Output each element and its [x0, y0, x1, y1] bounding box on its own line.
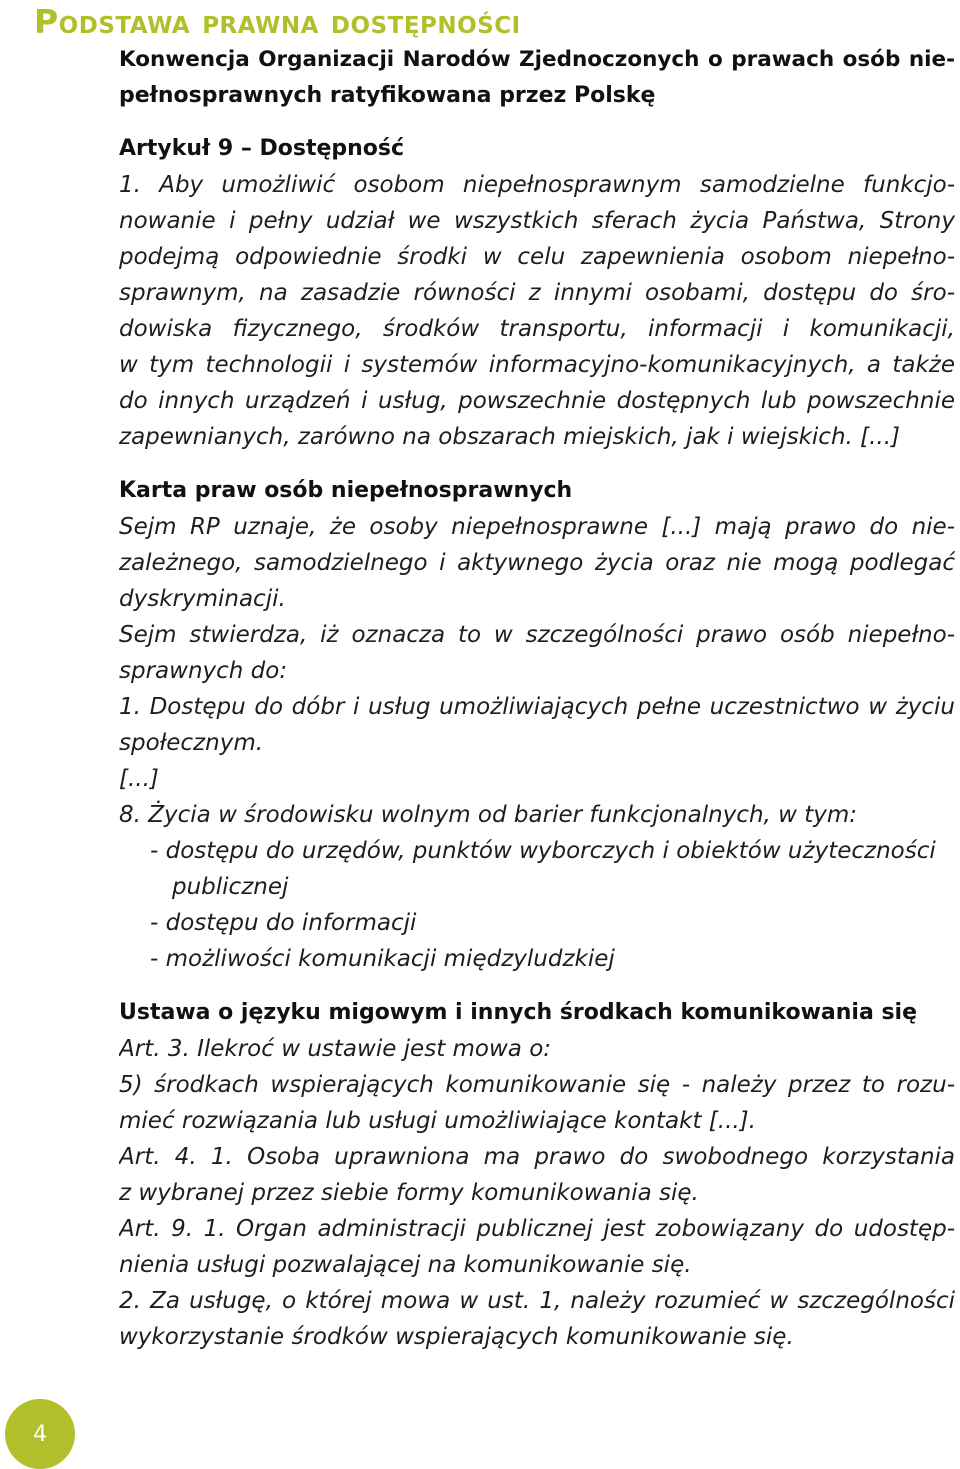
article-9-line-2: nowanie i pełny udział we wszystkich sferach życia Państwa, Strony	[119, 208, 955, 234]
sign-language-act-heading: Ustawa o języku migowym i innych środkach komunikowania się	[119, 1000, 918, 1025]
article-9-heading: Artykuł 9 – Dostępność	[119, 136, 405, 161]
page-title: Podstawa prawna dostępności	[34, 2, 521, 41]
act-line-9: wykorzystanie środków wspierających komunikowanie się.	[119, 1324, 794, 1350]
act-line-7: nienia usługi pozwalającej na komunikowanie się.	[119, 1252, 692, 1278]
charter-line-4: Sejm stwierdza, iż oznacza to w szczególności prawo osób niepełno-	[119, 622, 955, 648]
article-9-line-3: podejmą odpowiednie środki w celu zapewnienia osobom niepełno-	[119, 244, 955, 270]
convention-heading-line-2: pełnosprawnych ratyfikowana przez Polskę	[119, 83, 656, 108]
charter-line-9: 8. Życia w środowisku wolnym od barier funkcjonalnych, w tym:	[119, 802, 858, 828]
charter-line-1: Sejm RP uznaje, że osoby niepełnosprawne [...] mają prawo do nie-	[119, 514, 955, 540]
charter-line-7: społecznym.	[119, 730, 264, 756]
charter-line-3: dyskryminacji.	[119, 586, 286, 612]
charter-bullet-1-cont: publicznej	[172, 874, 289, 900]
article-9-line-7: do innych urządzeń i usług, powszechnie dostępnych lub powszechnie	[119, 388, 955, 414]
charter-line-6: 1. Dostępu do dóbr i usług umożliwiających pełne uczestnictwo w życiu	[119, 694, 955, 720]
act-line-4: Art. 4. 1. Osoba uprawniona ma prawo do swobodnego korzystania	[119, 1144, 955, 1170]
charter-bullet-2: - dostępu do informacji	[150, 910, 417, 936]
act-line-1: Art. 3. Ilekroć w ustawie jest mowa o:	[119, 1036, 552, 1062]
act-line-5: z wybranej przez siebie formy komunikowania się.	[119, 1180, 699, 1206]
charter-bullet-3: - możliwości komunikacji międzyludzkiej	[150, 946, 615, 972]
charter-line-2: zależnego, samodzielnego i aktywnego życia oraz nie mogą podlegać	[119, 550, 955, 576]
act-line-6: Art. 9. 1. Organ administracji publicznej jest zobowiązany do udostęp-	[119, 1216, 955, 1242]
charter-line-5: sprawnych do:	[119, 658, 288, 684]
act-line-8: 2. Za usługę, o której mowa w ust. 1, należy rozumieć w szczególności	[119, 1288, 955, 1314]
article-9-line-6: w tym technologii i systemów informacyjno-komunikacyjnych, a także	[119, 352, 955, 378]
page-content	[119, 42, 955, 1355]
charter-bullet-1: - dostępu do urzędów, punktów wyborczych i obiektów użyteczności	[150, 838, 936, 864]
page-number-badge	[5, 1399, 75, 1469]
charter-heading: Karta praw osób niepełnosprawnych	[119, 478, 573, 503]
article-9-line-5: dowiska fizycznego, środków transportu, informacji i komunikacji,	[119, 316, 955, 342]
act-line-3: mieć rozwiązania lub usługi umożliwiające kontakt [...].	[119, 1108, 756, 1134]
article-9-line-4: sprawnym, na zasadzie równości z innymi osobami, dostępu do śro-	[119, 280, 955, 306]
convention-heading-line-1: Konwencja Organizacji Narodów Zjednoczonych o prawach osób nie-	[119, 47, 955, 72]
article-9-line-8: zapewnianych, zarówno na obszarach miejskich, jak i wiejskich. [...]	[119, 424, 901, 450]
page-number: 4	[33, 1421, 47, 1447]
charter-line-8: [...]	[119, 766, 159, 792]
act-line-2: 5) środkach wspierających komunikowanie się - należy przez to rozu-	[119, 1072, 955, 1098]
article-9-line-1: 1. Aby umożliwić osobom niepełnosprawnym samodzielne funkcjo-	[119, 172, 955, 198]
